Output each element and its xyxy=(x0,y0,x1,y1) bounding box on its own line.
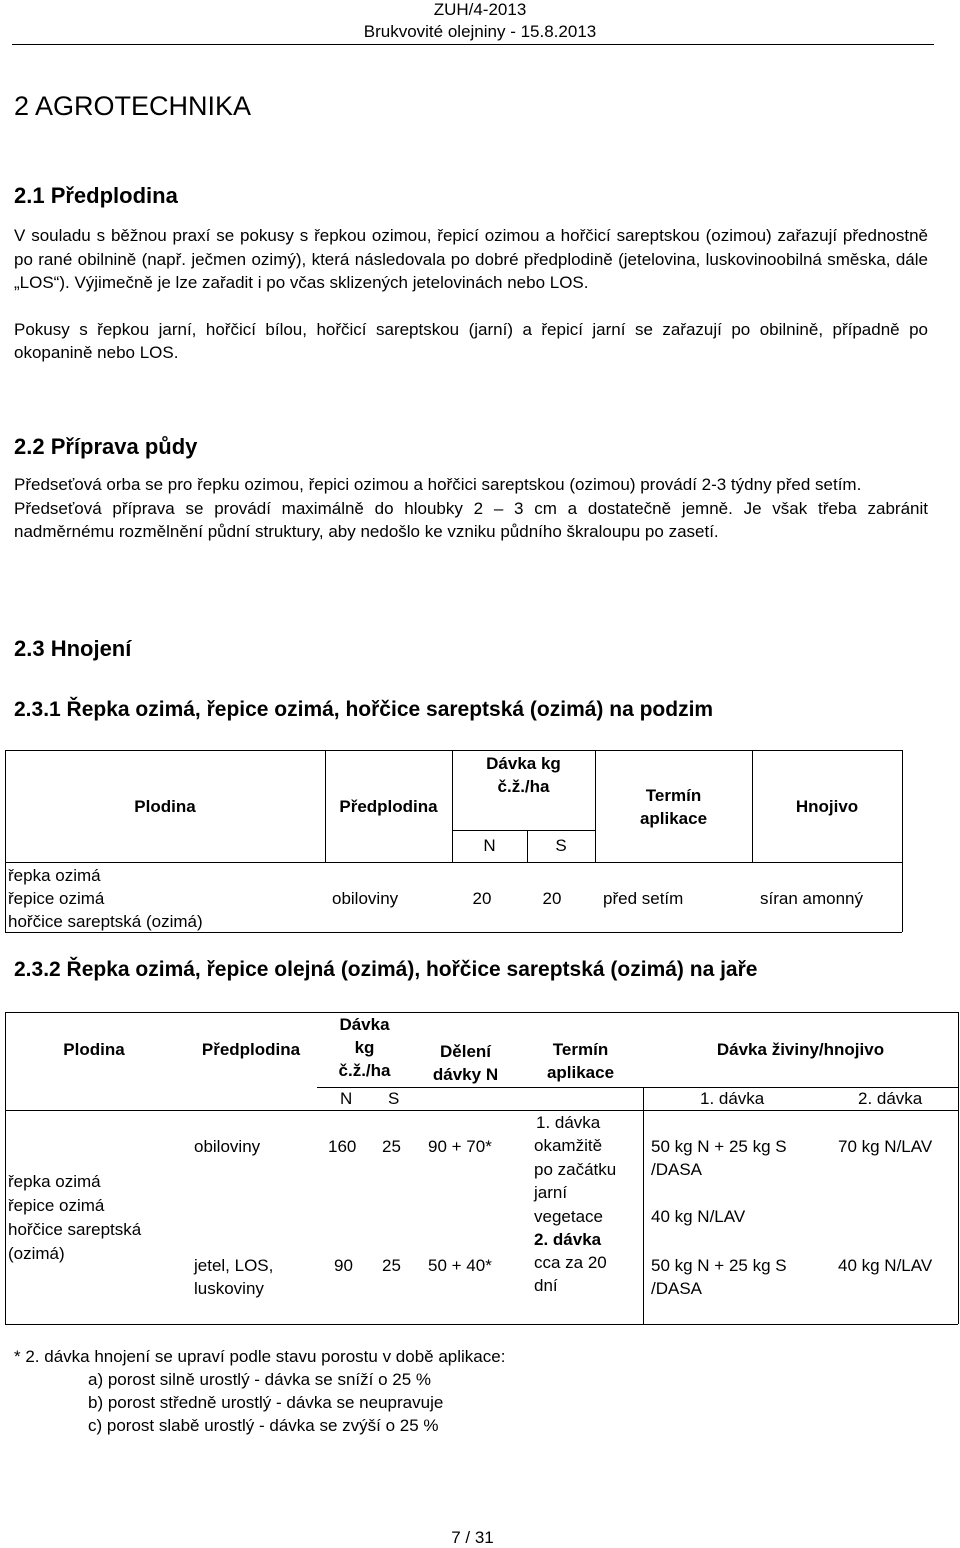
table-cell-predplodina: jetel, LOS, xyxy=(194,1256,274,1275)
col-header-predplodina: Předplodina xyxy=(339,797,438,816)
page-number: 7 / 31 xyxy=(451,1528,494,1547)
col-header-davka-unit: č.ž./ha xyxy=(497,777,550,796)
col-header-davka-ziviny: Dávka živiny/hnojivo xyxy=(716,1040,885,1059)
col-header-davka: Dávka xyxy=(339,1015,390,1034)
table-cell-plodina: řepice ozimá xyxy=(8,889,105,908)
table-cell-predplodina: obiloviny xyxy=(332,889,399,908)
table-rule xyxy=(5,862,902,863)
section-heading-2-1: 2.1 Předplodina xyxy=(14,183,178,208)
table-cell-2-davka: 40 kg N/LAV xyxy=(838,1256,933,1275)
table-cell-plodina: řepka ozimá xyxy=(8,1172,101,1191)
table-rule xyxy=(5,750,6,932)
table-cell-predplodina: luskoviny xyxy=(194,1279,264,1298)
col-header-plodina: Plodina xyxy=(134,797,196,816)
table-rule xyxy=(452,830,595,831)
footnote-item-b: b) porost středně urostlý - dávka se neupravuje xyxy=(88,1393,444,1412)
table-cell-n: 20 xyxy=(472,889,492,908)
table-rule xyxy=(5,1324,958,1325)
table-cell-termin: dní xyxy=(534,1276,558,1295)
section-heading-2-3-1: 2.3.1 Řepka ozimá, řepice ozimá, hořčice sareptská (ozimá) na podzim xyxy=(14,698,714,721)
table-cell-1-davka: 40 kg N/LAV xyxy=(651,1207,746,1226)
table-cell-plodina: (ozimá) xyxy=(8,1244,65,1263)
section-2-1-body xyxy=(14,224,928,365)
table-cell-termin: 2. dávka xyxy=(534,1230,602,1249)
table-cell-1-davka: /DASA xyxy=(651,1279,703,1298)
section-2-2-body xyxy=(14,473,928,544)
footnote-title: * 2. dávka hnojení se upraví podle stavu porostu v době aplikace: xyxy=(14,1347,506,1366)
col-header-predplodina: Předplodina xyxy=(201,1040,301,1059)
table-rule xyxy=(595,750,596,862)
table-rule xyxy=(325,750,326,862)
col-header-davka: Dávka kg xyxy=(486,754,561,773)
col-header-n: N xyxy=(340,1089,353,1108)
table-cell-plodina: řepka ozimá xyxy=(8,866,101,885)
col-header-hnojivo: Hnojivo xyxy=(795,797,859,816)
table-cell-plodina: hořčice sareptská xyxy=(8,1220,142,1239)
col-header-plodina: Plodina xyxy=(63,1040,125,1059)
table-cell-1-davka: 50 kg N + 25 kg S xyxy=(651,1256,787,1275)
table-cell-termin: jarní xyxy=(534,1183,568,1202)
table-rule xyxy=(5,1110,958,1111)
footnote-item-c: c) porost slabě urostlý - dávka se zvýší o 25 % xyxy=(88,1416,439,1435)
table-cell-predplodina: obiloviny xyxy=(194,1137,261,1156)
table-rule xyxy=(958,1012,959,1324)
col-header-deleni: Dělení xyxy=(439,1042,492,1061)
col-header-termin-2: aplikace xyxy=(639,809,708,828)
table-cell-plodina: řepice ozimá xyxy=(8,1196,105,1215)
table-rule xyxy=(527,830,528,862)
table-cell-2-davka: 70 kg N/LAV xyxy=(838,1137,933,1156)
table-rule xyxy=(643,1087,644,1324)
table-cell-deleni: 90 + 70* xyxy=(428,1137,492,1156)
table-cell-hnojivo: síran amonný xyxy=(760,889,863,908)
document-id: ZUH/4-2013 xyxy=(433,0,527,19)
table-rule xyxy=(317,1087,958,1088)
col-header-davka-kg: kg xyxy=(354,1038,375,1057)
paragraph: Předseťová příprava se provádí maximálně do hloubky 2 – 3 cm a dostatečně jemně. Je však třeba zabránit nadměrnému rozmělnění půdní struktury, aby nedošlo ke vzniku půdního škraloupu po zasetí. xyxy=(14,498,928,541)
col-header-1-davka: 1. dávka xyxy=(700,1089,765,1108)
table-rule xyxy=(452,750,453,862)
section-heading-2-2: 2.2 Příprava půdy xyxy=(14,434,198,459)
section-heading-2-3: 2.3 Hnojení xyxy=(14,636,132,661)
footnote-item-a: a) porost silně urostlý - dávka se sníží o 25 % xyxy=(88,1370,431,1389)
table-cell-plodina: hořčice sareptská (ozimá) xyxy=(8,912,203,931)
table-cell-s: 25 xyxy=(382,1137,401,1156)
col-header-termin: Termín xyxy=(645,786,702,805)
col-header-n: N xyxy=(483,836,496,855)
paragraph: V souladu s běžnou praxí se pokusy s řepkou ozimou, řepicí ozimou a hořčicí sareptskou (ozimou) zařazují přednostně po rané obilnině (např. ječmen ozimý), která následovala po dobré předplodině (jetelovina, luskovinoobilná směska, dále „LOS“). Výjimečně je lze zařadit i po včas sklizených jetelovinách nebo LOS. xyxy=(14,226,928,292)
col-header-deleni-2: dávky N xyxy=(432,1065,499,1084)
table-rule xyxy=(5,750,902,751)
table-rule xyxy=(5,932,902,933)
col-header-termin-2: aplikace xyxy=(546,1063,615,1082)
table-cell-1-davka: /DASA xyxy=(651,1160,703,1179)
col-header-2-davka: 2. dávka xyxy=(858,1089,923,1108)
table-cell-n: 160 xyxy=(328,1137,357,1156)
table-cell-termin: okamžitě xyxy=(534,1136,603,1155)
table-rule xyxy=(5,1012,958,1013)
col-header-davka-unit: č.ž./ha xyxy=(338,1061,391,1080)
col-header-s: S xyxy=(555,836,567,855)
table-cell-s: 20 xyxy=(542,889,562,908)
header-rule xyxy=(12,44,934,45)
col-header-termin: Termín xyxy=(552,1040,609,1059)
table-cell-termin: 1. dávka xyxy=(536,1113,601,1132)
table-rule xyxy=(902,750,903,932)
paragraph: Pokusy s řepkou jarní, hořčicí bílou, hořčicí sareptskou (jarní) a řepicí jarní se zařazují po obilnině, případně po okopanině nebo LOS. xyxy=(14,319,928,362)
table-cell-termin: cca za 20 xyxy=(534,1253,607,1272)
table-cell-1-davka: 50 kg N + 25 kg S xyxy=(651,1137,787,1156)
table-cell-s: 25 xyxy=(382,1256,401,1275)
table-cell-n: 90 xyxy=(334,1256,353,1275)
table-rule xyxy=(752,750,753,862)
chapter-heading: 2 AGROTECHNIKA xyxy=(14,91,252,121)
document-subtitle: Brukvovité olejniny - 15.8.2013 xyxy=(363,22,597,41)
col-header-s: S xyxy=(388,1089,400,1108)
table-rule xyxy=(5,1012,6,1324)
table-cell-termin: před setím xyxy=(603,889,684,908)
paragraph: Předseťová orba se pro řepku ozimou, řepici ozimou a hořčici sareptskou (ozimou) provádí 2-3 týdny před setím. xyxy=(14,475,862,494)
table-cell-termin: po začátku xyxy=(534,1160,617,1179)
table-cell-deleni: 50 + 40* xyxy=(428,1256,492,1275)
table-cell-termin: vegetace xyxy=(534,1207,603,1226)
section-heading-2-3-2: 2.3.2 Řepka ozimá, řepice olejná (ozimá), hořčice sareptská (ozimá) na jaře xyxy=(14,958,758,981)
